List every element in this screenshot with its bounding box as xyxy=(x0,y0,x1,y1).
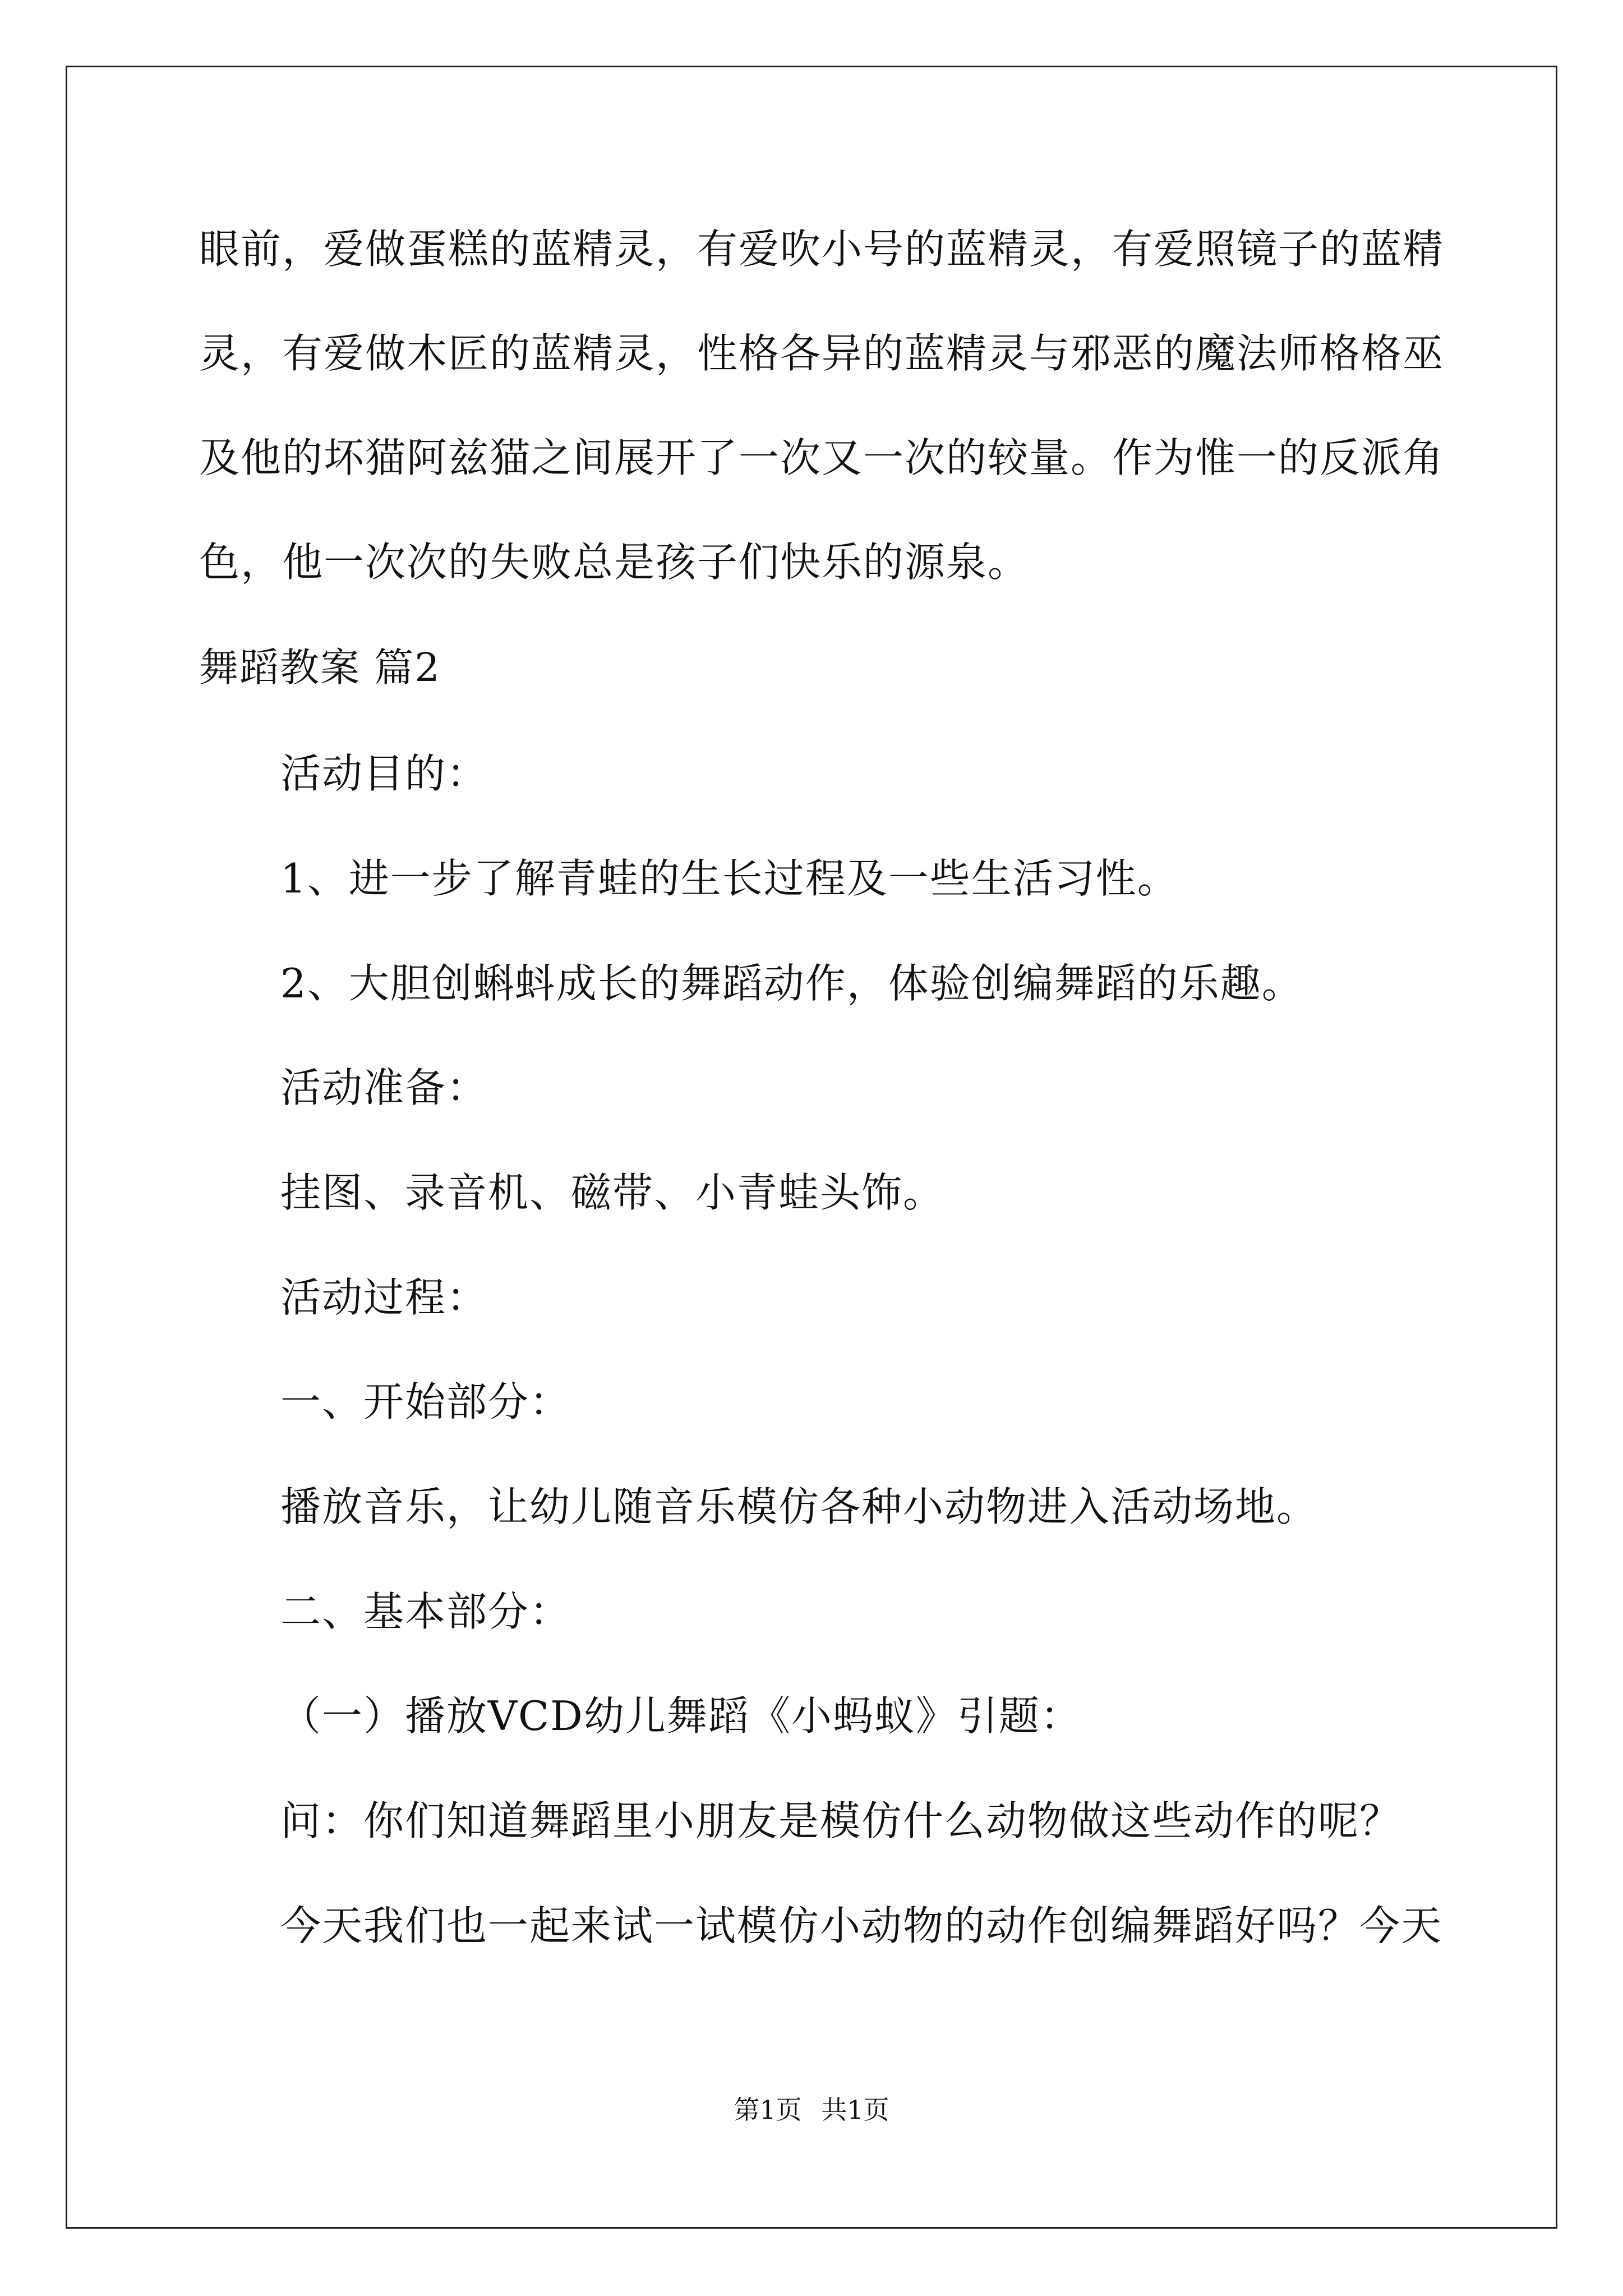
paragraph: 二、基本部分： xyxy=(280,1588,571,1635)
paragraph: 活动目的： xyxy=(280,750,488,797)
page-number: 第1页 xyxy=(734,2095,802,2125)
paragraph: 活动准备： xyxy=(280,1064,488,1111)
paragraph: 活动过程： xyxy=(280,1274,488,1321)
paragraph: 1、进一步了解青蛙的生长过程及一些生活习性。 xyxy=(280,855,1179,902)
paragraph: （一）播放VCD幼儿舞蹈《小蚂蚁》引题： xyxy=(280,1692,1082,1740)
body-text-line: 色，他一次次的失败总是孩子们快乐的源泉。 xyxy=(199,539,1030,586)
page-total: 共1页 xyxy=(821,2095,889,2125)
paragraph: 问：你们知道舞蹈里小朋友是模仿什么动物做这些动作的呢？ xyxy=(280,1797,1401,1844)
body-text-line: 眼前，爱做蛋糕的蓝精灵，有爱吹小号的蓝精灵，有爱照镜子的蓝精 xyxy=(199,226,1445,273)
section-heading: 舞蹈教案 篇2 xyxy=(199,645,441,691)
paragraph: 2、大胆创蝌蚪成长的舞蹈动作，体验创编舞蹈的乐趣。 xyxy=(280,960,1303,1007)
body-text-line: 灵，有爱做木匠的蓝精灵，性格各异的蓝精灵与邪恶的魔法师格格巫 xyxy=(199,330,1445,377)
paragraph: 播放音乐，让幼儿随音乐模仿各种小动物进入活动场地。 xyxy=(280,1483,1318,1530)
paragraph: 一、开始部分： xyxy=(280,1378,571,1425)
page-footer xyxy=(0,2097,1623,2123)
body-text-line: 及他的坏猫阿兹猫之间展开了一次又一次的较量。作为惟一的反派角 xyxy=(199,434,1445,481)
paragraph: 挂图、录音机、磁带、小青蛙头饰。 xyxy=(280,1169,945,1216)
paragraph: 今天我们也一起来试一试模仿小动物的动作创编舞蹈好吗？今天 xyxy=(280,1902,1443,1949)
